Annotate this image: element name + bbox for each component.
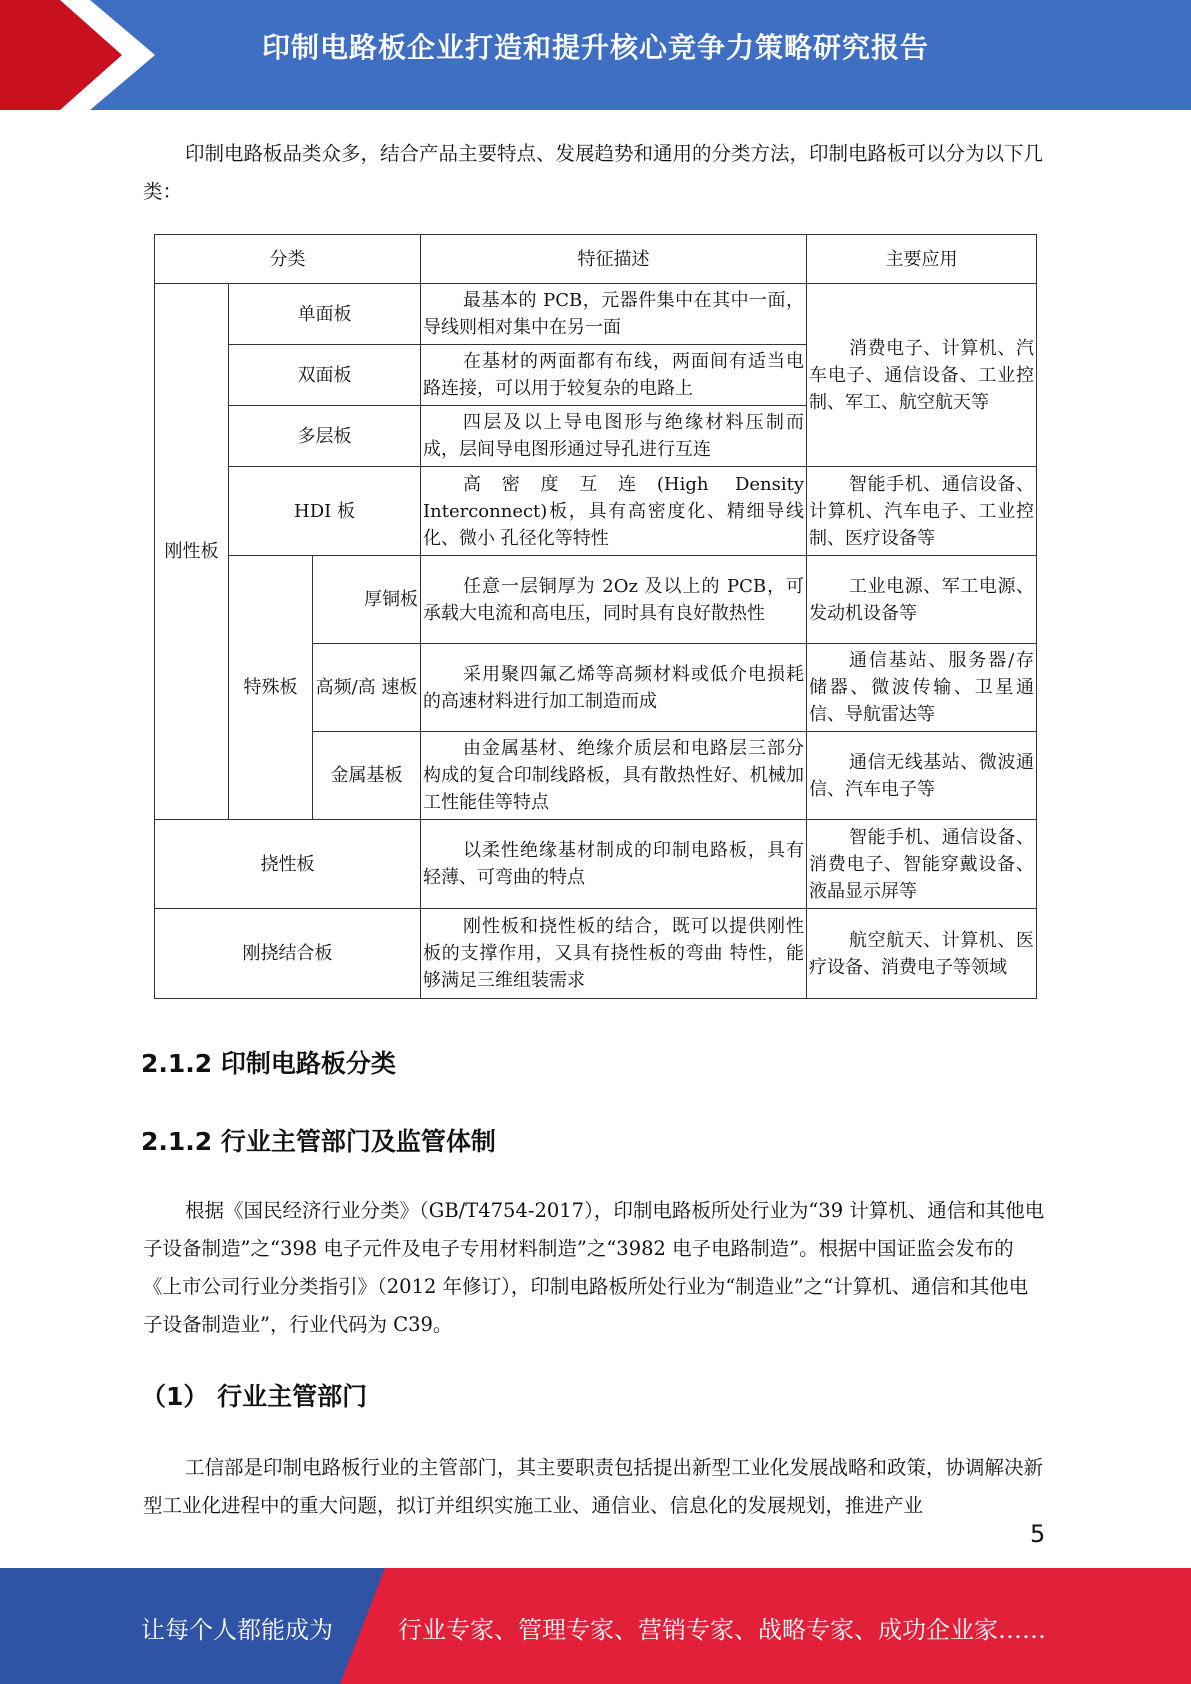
table-row [155,820,1037,909]
table-row [155,909,1037,999]
row-application: 智能手机、通信设备、消费电子、智能穿戴设备、液晶显示屏等 [807,820,1037,909]
rigid-board-label: 刚性板 [155,284,229,820]
section-heading-regulation: 2.1.2 行业主管部门及监管体制 [141,1127,496,1156]
row-feature: 任意一层铜厚为 2Oz 及以上的 PCB，可 承载大电流和高电压，同时具有良好散热性 [421,556,807,644]
row-feature: 刚性板和挠性板的结合，既可以提供刚性板的支撑作用，又具有挠性板的弯曲 特性，能够满足三维组装需求 [421,909,807,999]
row-feature: 最基本的 PCB，元器件集中在其中一面， 导线则相对集中在另一面 [421,284,807,345]
shared-application: 消费电子、计算机、汽 车电子、通信设备、工业控制、军工、航空航天等 [807,284,1037,467]
authority-paragraph: 工信部是印制电路板行业的主管部门，其主要职责包括提出新型工业化发展战略和政策，协调解决新型工业化进程中的重大问题，拟订并组织实施工业、通信业、信息化的发展规划，推进产业 [143,1456,1044,1517]
intro-paragraph: 印制电路板品类众多，结合产品主要特点、发展趋势和通用的分类方法，印制电路板可以分为以下几类： [143,142,1044,203]
table-header-row [155,235,1037,284]
row-feature: 采用聚四氟乙烯等高频材料或低介电损耗的高速材料进行加工制造而成 [421,644,807,732]
row-name: 厚铜板 [313,556,421,644]
row-application: 航空航天、计算机、医 疗设备、消费电子等领域 [807,909,1037,999]
subsection-heading: （1） 行业主管部门 [141,1382,368,1411]
row-name: 双面板 [229,345,421,406]
header-category: 分类 [155,235,421,284]
page-footer [0,1568,1191,1684]
row-feature: 在基材的两面都有布线，两面间有适当电路连接，可以用于较复杂的电路上 [421,345,807,406]
row-application: 工业电源、军工电源、发动机设备等 [807,556,1037,644]
page-number: 5 [1030,1520,1046,1548]
footer-slogan-left: 让每个人都能成为 [141,1616,333,1644]
page-header [0,0,1191,110]
row-feature: 四层及以上导电图形与绝缘材料压制而成，层间导电图形通过导孔进行互连 [421,406,807,467]
footer-slogan-right: 行业专家、管理专家、营销专家、战略专家、成功企业家…… [398,1616,1046,1644]
row-application: 通信无线基站、微波通 信、汽车电子等 [807,732,1037,820]
special-board-label: 特殊板 [229,556,313,820]
table-row [155,556,1037,644]
header-red-arrow [0,0,140,110]
header-application: 主要应用 [807,235,1037,284]
row-feature: 由金属基材、绝缘介质层和电路层三部分构成的复合印制线路板，具有散热性好、机械加工性能佳等特点 [421,732,807,820]
regulation-paragraph: 根据《国民经济行业分类》（GB/T4754-2017），印制电路板所处行业为“39 计算机、通信和其他电子设备制造”之“398 电子元件及电子专用材料制造”之“3982 电子电路制造”。根据中国证监会发布的《上市公司行业分类指引》（2012 年修订），印制电路板所处行业为“制造业”之“计算机、通信和其他电子设备制造业”，行业代码为 C39。 [143,1199,1045,1336]
header-title: 印制电路板企业打造和提升核心竞争力策略研究报告 [262,31,930,64]
table-row [155,284,1037,345]
header-feature: 特征描述 [421,235,807,284]
row-name: 单面板 [229,284,421,345]
row-application: 通信基站、服务器/存储器、微波传输、卫星通信、导航雷达等 [807,644,1037,732]
table-row [155,467,1037,556]
classification-table [154,234,1037,999]
row-name: HDI 板 [229,467,421,556]
row-feature: 以柔性绝缘基材制成的印制电路板，具有轻薄、可弯曲的特点 [421,820,807,909]
row-name: 高频/高 速板 [313,644,421,732]
row-name: 刚挠结合板 [155,909,421,999]
row-name: 金属基板 [313,732,421,820]
row-name: 多层板 [229,406,421,467]
row-name: 挠性板 [155,820,421,909]
section-heading-classification: 2.1.2 印制电路板分类 [141,1049,396,1078]
row-feature: 高密度互连(High Density Interconnect)板，具有高密度化、精细导线化、微小 孔径化等特性 [421,467,807,556]
row-application: 智能手机、通信设备、计算机、汽车电子、工业控制、医疗设备等 [807,467,1037,556]
